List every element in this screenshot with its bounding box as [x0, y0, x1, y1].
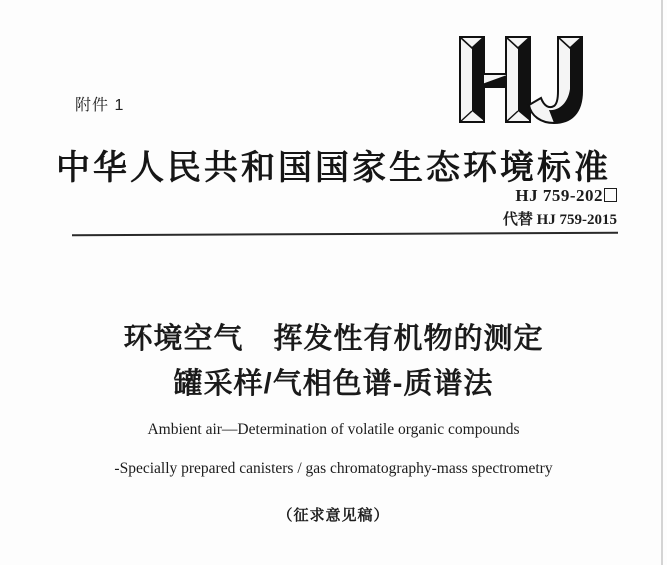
standard-heading: 中华人民共和国国家生态环境标准: [56, 150, 611, 187]
draft-status-note: （征求意见稿）: [277, 507, 390, 524]
doc-title-line1: 环境空气 挥发性有机物的测定: [123, 323, 544, 355]
attachment-label: 附件 1: [75, 97, 125, 114]
hj-logo: [458, 34, 590, 126]
year-placeholder-box: [604, 188, 617, 202]
hj-logo-glyphs: [458, 34, 590, 126]
doc-subtitle-en-line1: Ambient air—Determination of volatile organic compounds: [147, 421, 520, 438]
replaces-note: 代替 HJ 759-2015: [502, 212, 617, 228]
header-rule: [72, 232, 618, 236]
standard-code-text: HJ 759-202: [515, 186, 603, 205]
doc-title-line2: 罐采样/气相色谱-质谱法: [173, 368, 494, 400]
standard-code: [515, 186, 617, 206]
page-edge-line: [661, 0, 663, 565]
doc-subtitle-en-line2: -Specially prepared canisters / gas chromatography-mass spectrometry: [114, 460, 553, 477]
